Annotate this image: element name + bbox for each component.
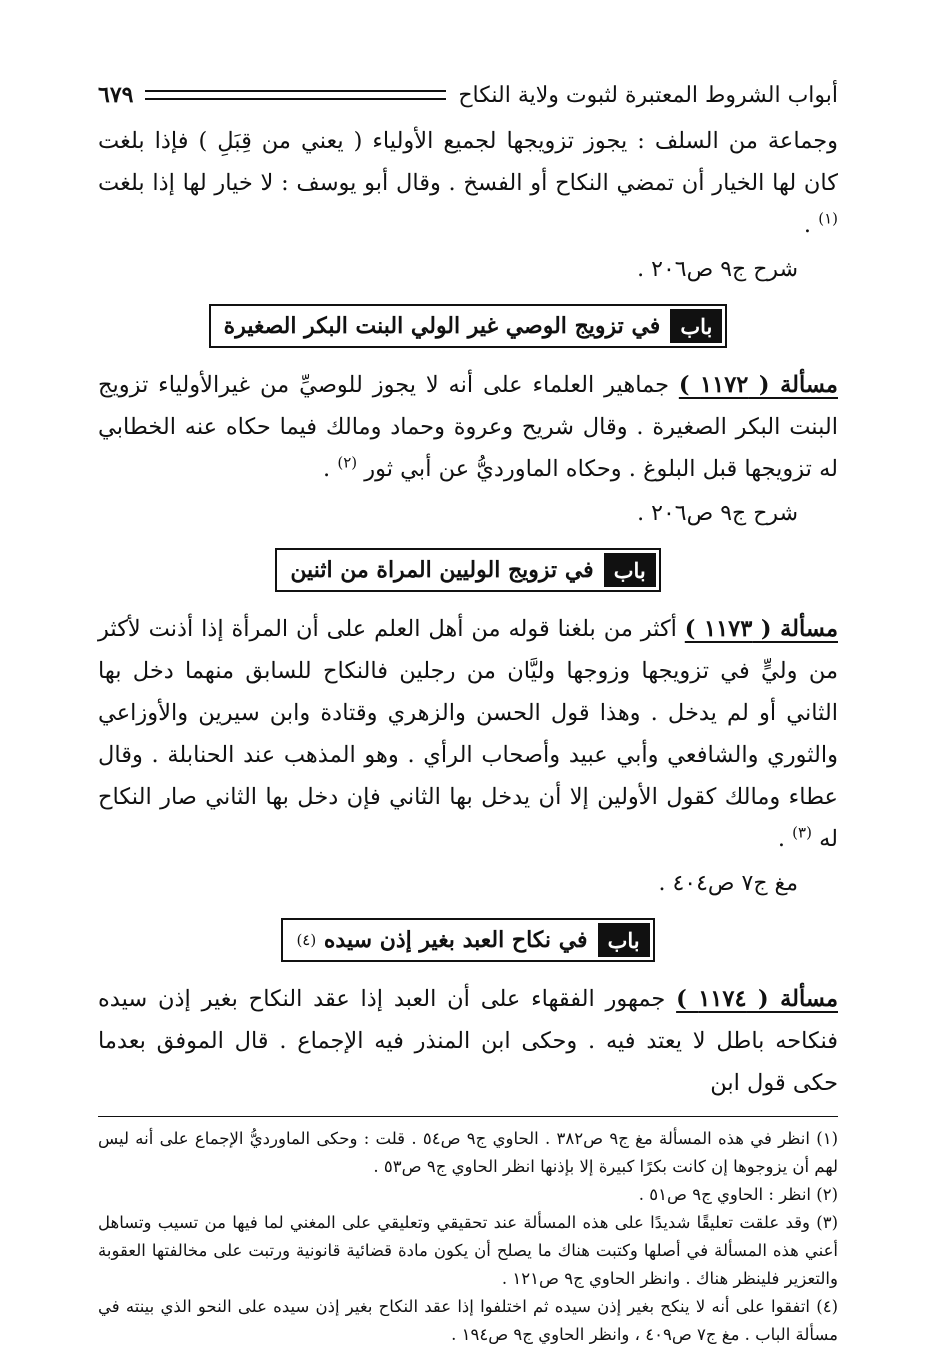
chapter-box — [209, 304, 728, 348]
book-page — [98, 74, 838, 1349]
masala-label: مسألة ( ١١٧٢ ) — [678, 372, 838, 398]
chapter-title: في تزويج الوليين المراة من اثنين — [290, 557, 594, 583]
footnote-ref-3[interactable]: (٣) — [792, 823, 812, 842]
chapter-tag: باب — [604, 553, 656, 587]
footnotes — [98, 1125, 838, 1349]
chapter-title: في نكاح العبد بغير إذن سيده (٤) — [296, 927, 588, 953]
masala-text: جماهير العلماء على أنه لا يجوز للوصيِّ من غيرالأولياء تزويج البنت البكر الصغيرة . وقال شريح وعروة وحماد ومالك فيما حكاه عنه الخطابي له تزويجها قبل البلوغ . وحكاه الماورديُّ عن أبي ثور — [98, 372, 838, 482]
chapter-heading-1 — [98, 304, 838, 348]
chapter-tag: باب — [670, 309, 722, 343]
running-title: أبواب الشروط المعتبرة لثبوت ولاية النكاح — [458, 82, 838, 108]
chapter-box — [275, 548, 660, 592]
chapter-title: في تزويج الوصي غير الولي البنت البكر الصغيرة — [223, 313, 661, 339]
footnote-ref-2[interactable]: (٢) — [337, 453, 358, 472]
intro-paragraph: وجماعة من السلف : يجوز تزويجها لجميع الأولياء ( يعني من قِبَلِ ) فإذا بلغت كان لها الخيار أن تمضي النكاح أو الفسخ . وقال أبو يوسف : لا خيار لها إذا بلغت $^{(١)}$ . — [98, 128, 838, 238]
footnote-2: (٢) انظر : الحاوي ج٩ ص٥١ . — [638, 1185, 838, 1204]
header-rule — [145, 90, 446, 100]
intro-text: وجماعة من السلف : يجوز تزويجها لجميع الأولياء ( يعني من قِبَلِ ) فإذا بلغت كان لها الخيار أن تمضي النكاح أو الفسخ . وقال أبو يوسف : لا خيار لها إذا بلغت — [98, 128, 838, 196]
masala-paragraph-1174 — [98, 978, 838, 1104]
masala-text: جمهور الفقهاء على أن العبد إذا عقد النكاح بغير إذن سيده فنكاحه باطل لا يعتد فيه . وحكى ابن المنذر فيه الإجماع . قال الموفق بعدما حكى قول ابن — [98, 986, 838, 1096]
chapter-tag: باب — [598, 923, 650, 957]
chapter-heading-3 — [98, 918, 838, 962]
masala-text: أكثر من بلغنا قوله من أهل العلم على أن المرأة إذا أذنت لأكثر من وليٍّ في تزويجها وزوجها وليَّان من رجلين فالنكاح للسابق منهما دخل بها الثاني أو لم يدخل . وهذا قول الحسن والزهري وقتادة وابن سيرين والأوزاعي والثوري والشافعي وأبي عبيد وأصحاب الرأي . وهو المذهب عند الحنابلة . وقال عطاء ومالك كقول الأولين إلا أن يدخل بها الثاني فإن دخل بها الثاني صار النكاح له — [98, 616, 838, 852]
chapter-heading-2 — [98, 548, 838, 592]
source-reference: شرح ج٩ ص٢٠٦ . — [637, 501, 798, 526]
source-reference: شرح ج٩ ص٢٠٦ . — [637, 257, 798, 282]
running-header — [98, 74, 838, 116]
footnote-1: (١) انظر في هذه المسألة مغ ج٩ ص٣٨٢ . الحاوي ج٩ ص٥٤ . قلت : وحكى الماورديُّ الإجماع على أنه ليس لهم أن يزوجوها إن كانت بكرًا كبيرة إلا بإذنها انظر الحاوي ج٩ ص٥٣ . — [98, 1129, 838, 1176]
masala-paragraph-1173: مسألة ( ١١٧٣ ) أكثر من بلغنا قوله من أهل العلم على أن المرأة إذا أذنت لأكثر من وليٍّ في تزويجها وزوجها وليَّان من رجلين فالنكاح للسابق منهما دخل بها الثاني أو لم يدخل . وهذا قول الحسن والزهري وقتادة وابن سيرين والأوزاعي والثوري والشافعي وأبي عبيد وأصحاب الرأي . وهو المذهب عند الحنابلة . وقال عطاء ومالك كقول الأولين إلا أن يدخل بها الثاني فإن دخل بها الثاني صار النكاح له $^{(٣)}$ . — [98, 616, 838, 852]
masala-label: مسألة ( ١١٧٤ ) — [676, 986, 838, 1012]
footnote-3: (٣) وقد علقت تعليقًا شديدًا على هذه المسألة عند تحقيقي وتعليقي على المغني لما فيها من تسيب وتساهل أعني هذه المسألة في أصلها وكتبت هناك ما يصلح أن يكون مادة قضائية قانونية ورتبت على مخالفتها العقوبة والتعزير فلينظر هناك . وانظر الحاوي ج٩ ص١٢١ . — [98, 1213, 838, 1288]
page-number: ٦٧٩ — [98, 82, 134, 108]
footnote-separator — [98, 1116, 838, 1117]
masala-label: مسألة ( ١١٧٣ ) — [684, 616, 838, 642]
source-reference: مغ ج٧ ص٤٠٤ . — [658, 871, 798, 896]
footnote-ref-1[interactable]: (١) — [818, 209, 838, 228]
chapter-box — [281, 918, 654, 962]
footnote-4: (٤) اتفقوا على أنه لا ينكح بغير إذن سيده ثم اختلفوا إذا عقد النكاح بغير إذن سيده على النحو الذي بينته في مسألة الباب . مغ ج٧ ص٤٠٩ ، وانظر الحاوي ج٩ ص١٩٤ . — [98, 1297, 838, 1344]
masala-paragraph-1172: مسألة ( ١١٧٢ ) جماهير العلماء على أنه لا يجوز للوصيِّ من غيرالأولياء تزويج البنت البكر الصغيرة . وقال شريح وعروة وحماد ومالك فيما حكاه عنه الخطابي له تزويجها قبل البلوغ . وحكاه الماورديُّ عن أبي ثور $^{(٢)}$ . — [98, 372, 838, 482]
